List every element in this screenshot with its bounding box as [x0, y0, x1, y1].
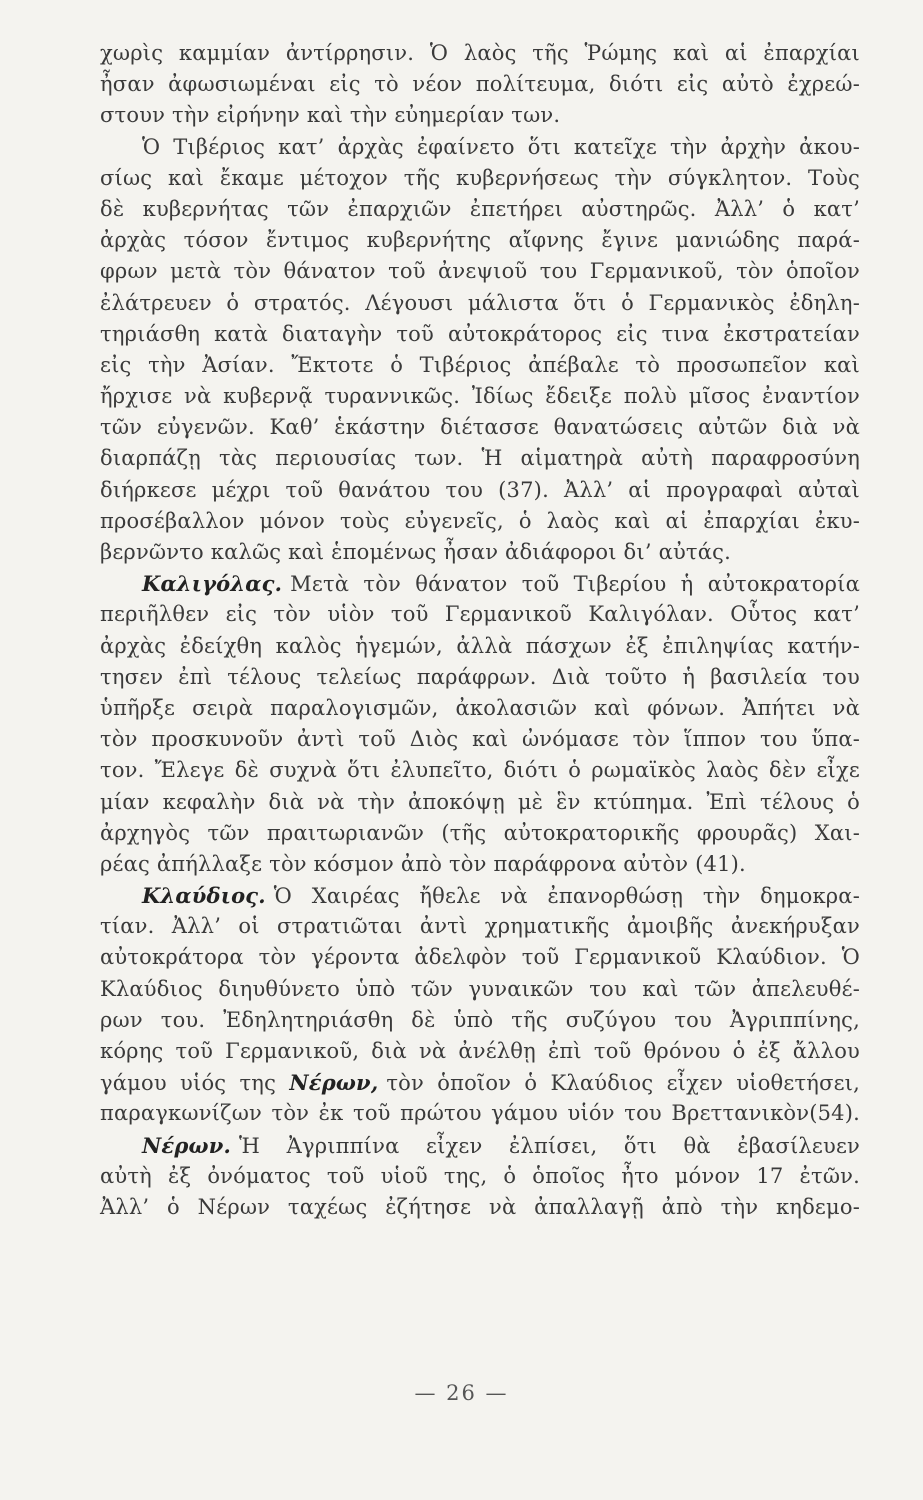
text-line: στουν τὴν εἰρήνην καὶ τὴν εὐημερίαν των. [100, 103, 561, 128]
text-line: διήρκεσε μέχρι τοῦ θανάτου του (37). Ἀλλ’ αἱ προγραφαὶ αὐταὶ [100, 477, 860, 502]
text-line: σίως καὶ ἔκαμε μέτοχον τῆς κυβερνήσεως τὴν σύγκλητον. Τοὺς [100, 165, 860, 190]
text-line: ἀρχὰς τόσον ἔντιμος κυβερνήτης αἴφνης ἔγινε μανιώδης παρά- [100, 228, 860, 253]
text-line: κόρης τοῦ Γερμανικοῦ, διὰ νὰ ἀνέλθῃ ἐπὶ τοῦ θρόνου ὁ ἐξ ἄλλου [100, 1039, 860, 1063]
text-line [100, 1067, 860, 1098]
inline-name-nero: Νέρων, [289, 1070, 379, 1096]
text-line: αὐτὴ ἐξ ὀνόματος τοῦ υἱοῦ της, ὁ ὁποῖος ἦτο μόνον 17 ἐτῶν. [100, 1163, 860, 1188]
text-line: βερνῶντο καλῶς καὶ ἑπομένως ἦσαν ἀδιάφοροι δι’ αὐτάς. [100, 540, 731, 564]
text-line: Ὁ Τιβέριος κατ’ ἀρχὰς ἐφαίνετο ὅτι κατεῖχε τὴν ἀρχὴν ἀκου- [142, 134, 860, 159]
text-line: περιῆλθεν εἰς τὸν υἱὸν τοῦ Γερμανικοῦ Καλιγόλαν. Οὗτος κατ’ [100, 602, 860, 627]
text-line: Ἡ Ἀγριππίνα εἶχεν ἐλπίσει, ὅτι θὰ ἐβασίλευεν [239, 1133, 860, 1158]
section-heading-claudius: Κλαύδιος. [142, 883, 266, 909]
paragraph-nero [100, 1130, 860, 1161]
text-fragment: τὸν ὁποῖον ὁ Κλαύδιος εἶχεν υἱοθετήσει, [386, 1071, 860, 1096]
text-line: δὲ κυβερνήτας τῶν ἐπαρχιῶν ἐπετήρει αὐστηρῶς. Ἀλλ’ ὁ κατ’ [100, 196, 860, 221]
text-fragment: γάμου υἱός της [100, 1071, 277, 1096]
text-line: ρέας ἀπήλλαξε τὸν κόσμον ἀπὸ τὸν παράφρονα αὐτὸν (41). [100, 851, 746, 876]
text-line: ἐλάτρευεν ὁ στρατός. Λέγουσι μάλιστα ὅτι ὁ Γερμανικὸς ἐδηλη- [100, 290, 860, 315]
text-line: αὐτοκράτορα τὸν γέροντα ἀδελφὸν τοῦ Γερμανικοῦ Κλαύδιον. Ὁ [100, 945, 860, 970]
text-line: τον. Ἔλεγε δὲ συχνὰ ὅτι ἐλυπεῖτο, διότι ὁ ρωμαϊκὸς λαὸς δὲν εἶχε [100, 758, 860, 783]
text-line: τὸν προσκυνοῦν ἀντὶ τοῦ Διὸς καὶ ὠνόμασε τὸν ἵππον του ὕπα- [100, 727, 860, 752]
paragraph-claudius [100, 880, 860, 911]
text-line: τῶν εὐγενῶν. Καθ’ ἑκάστην διέτασσε θανατώσεις αὐτῶν διὰ νὰ [100, 415, 860, 440]
text-line: ἀρχὰς ἐδείχθη καλὸς ἡγεμών, ἀλλὰ πάσχων ἐξ ἐπιληψίας κατήν- [100, 633, 860, 658]
text-line: ρων του. Ἐδηλητηριάσθη δὲ ὑπὸ τῆς συζύγου του Ἀγριππίνης, [100, 1007, 860, 1032]
text-line: εἰς τὴν Ἀσίαν. Ἔκτοτε ὁ Τιβέριος ἀπέβαλε τὸ προσωπεῖον καὶ [100, 352, 860, 377]
section-heading-nero: Νέρων. [142, 1132, 232, 1158]
page-body [100, 38, 860, 1223]
text-line: Ὁ Χαιρέας ἤθελε νὰ ἐπανορθώσῃ τὴν δημοκρα- [273, 884, 860, 909]
text-line: τησεν ἐπὶ τέλους τελείως παράφρων. Διὰ τοῦτο ἡ βασιλεία του [100, 664, 860, 689]
text-line: τηριάσθη κατὰ διαταγὴν τοῦ αὐτοκράτορος εἰς τινα ἐκστρατείαν [100, 321, 860, 346]
text-line: φρων μετὰ τὸν θάνατον τοῦ ἀνεψιοῦ του Γερμανικοῦ, τὸν ὁποῖον [100, 259, 860, 284]
text-line: ὑπῆρξε σειρὰ παραλογισμῶν, ἀκολασιῶν καὶ φόνων. Ἀπήτει νὰ [100, 695, 860, 720]
text-line: παραγκωνίζων τὸν ἐκ τοῦ πρώτου γάμου υἱόν του Βρεττανικὸν(54). [100, 1101, 860, 1126]
text-line: τίαν. Ἀλλ’ οἱ στρατιῶται ἀντὶ χρηματικῆς ἀμοιβῆς ἀνεκήρυξαν [100, 914, 860, 939]
text-line: Κλαύδιος διηυθύνετο ὑπὸ τῶν γυναικῶν του καὶ τῶν ἀπελευθέ- [100, 976, 860, 1001]
text-line: ἤρχισε νὰ κυβερνᾷ τυραννικῶς. Ἰδίως ἔδειξε πολὺ μῖσος ἐναντίον [100, 384, 860, 409]
text-line: ἀρχηγὸς τῶν πραιτωριανῶν (τῆς αὐτοκρατορικῆς φρουρᾶς) Χαι- [100, 820, 860, 845]
text-line: διαρπάζῃ τὰς περιουσίας των. Ἡ αἱματηρὰ αὐτὴ παραφροσύνη [100, 446, 860, 471]
text-line: ἦσαν ἀφωσιωμέναι εἰς τὸ νέον πολίτευμα, διότι εἰς αὐτὸ ἐχρεώ- [100, 72, 860, 97]
page-number: — 26 — [414, 1381, 509, 1405]
text-line: προσέβαλλον μόνον τοὺς εὐγενεῖς, ὁ λαὸς καὶ αἱ ἐπαρχίαι ἐκυ- [100, 508, 860, 533]
text-line: Μετὰ τὸν θάνατον τοῦ Τιβερίου ἡ αὐτοκρατορία [290, 572, 860, 597]
text-line: χωρὶς καμμίαν ἀντίρρησιν. Ὁ λαὸς τῆς Ῥώμης καὶ αἱ ἐπαρχίαι [100, 41, 860, 65]
text-line: μίαν κεφαλὴν διὰ νὰ τὴν ἀποκόψῃ μὲ ἓν κτύπημα. Ἐπὶ τέλους ὁ [100, 789, 860, 814]
text-line: Ἀλλ’ ὁ Νέρων ταχέως ἐζήτησε νὰ ἀπαλλαγῇ ἀπὸ τὴν κηδεμο- [100, 1194, 860, 1219]
paragraph-caligula [100, 568, 860, 599]
section-heading-caligula: Καλιγόλας. [142, 571, 283, 597]
